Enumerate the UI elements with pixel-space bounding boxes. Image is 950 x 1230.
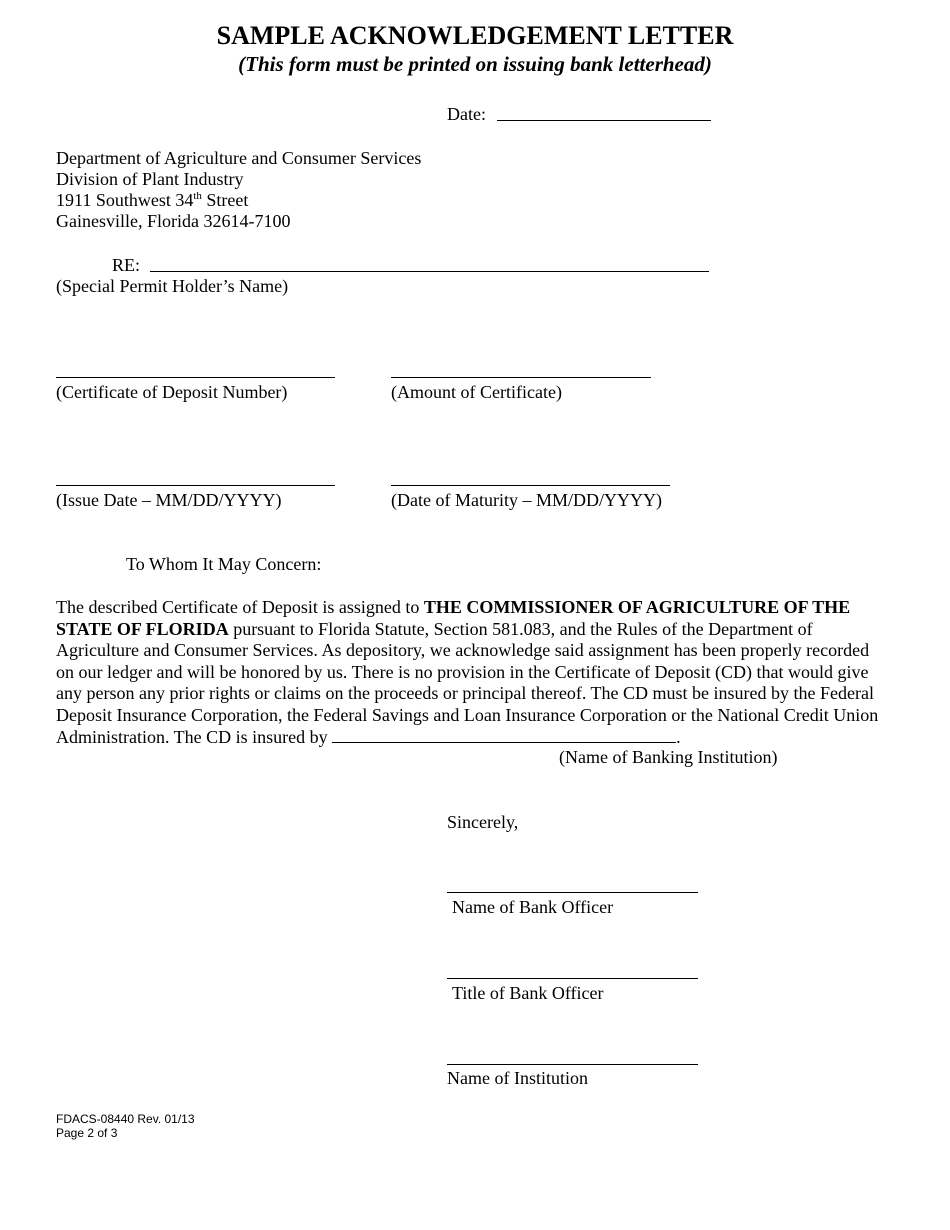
amount-field[interactable] [391, 377, 651, 378]
permit-holder-name-field[interactable] [150, 271, 709, 272]
bank-name-field[interactable] [332, 726, 676, 743]
date-field[interactable] [497, 120, 711, 121]
salutation: To Whom It May Concern: [126, 554, 322, 574]
maturity-date-caption: (Date of Maturity – MM/DD/YYYY) [391, 490, 662, 510]
cd-number-caption: (Certificate of Deposit Number) [56, 382, 288, 402]
page-number: Page 2 of 3 [56, 1126, 118, 1140]
body-paragraph [56, 597, 891, 749]
institution-caption: Name of Institution [447, 1068, 588, 1088]
address-line-4: Gainesville, Florida 32614-7100 [56, 211, 291, 231]
institution-field[interactable] [447, 1064, 698, 1065]
assignee-name: THE COMMISSIONER OF AGRICULTURE OF THE STATE OF FLORIDA [56, 597, 851, 639]
street-ordinal: th [193, 190, 202, 202]
officer-title-field[interactable] [447, 978, 698, 979]
address-line-3 [56, 190, 248, 211]
maturity-date-field[interactable] [391, 485, 670, 486]
address-line-1: Department of Agriculture and Consumer Services [56, 148, 422, 168]
amount-caption: (Amount of Certificate) [391, 382, 562, 402]
street-number: 1911 Southwest 34 [56, 190, 194, 210]
officer-name-caption: Name of Bank Officer [452, 897, 614, 917]
issue-date-field[interactable] [56, 485, 335, 486]
street-name: Street [201, 190, 249, 210]
bank-name-caption: (Name of Banking Institution) [559, 747, 778, 767]
letter-subtitle: (This form must be printed on issuing bank letterhead) [238, 52, 712, 76]
closing-sincerely: Sincerely, [447, 812, 519, 832]
body-text-2: pursuant to Florida Statute, Section 581.083, and the Rules of the Department of Agriculture and Consumer Services. As depository, we acknowledge said assignment has been properly recorded on our ledger and will be honored by us. There is no provision in the Certificate of Deposit (CD) that would give any person any prior rights or claims on the proceeds or principal thereof. The CD must be insured by the Federal Deposit Insurance Corporation, the Federal Savings and Loan Insurance Corporation or the National Credit Union Administration. The CD is insured by [56, 618, 879, 747]
cd-number-field[interactable] [56, 377, 335, 378]
officer-name-field[interactable] [447, 892, 698, 893]
address-line-2: Division of Plant Industry [56, 169, 244, 189]
officer-title-caption: Title of Bank Officer [452, 983, 604, 1003]
form-id: FDACS-08440 Rev. 01/13 [56, 1112, 195, 1126]
re-label: RE: [112, 255, 141, 275]
date-label: Date: [447, 104, 486, 124]
letter-title: SAMPLE ACKNOWLEDGEMENT LETTER [216, 21, 734, 50]
body-text-1: The described Certificate of Deposit is assigned to [56, 597, 424, 617]
body-end: . [676, 727, 681, 747]
issue-date-caption: (Issue Date – MM/DD/YYYY) [56, 490, 282, 510]
permit-holder-caption: (Special Permit Holder’s Name) [56, 276, 289, 296]
